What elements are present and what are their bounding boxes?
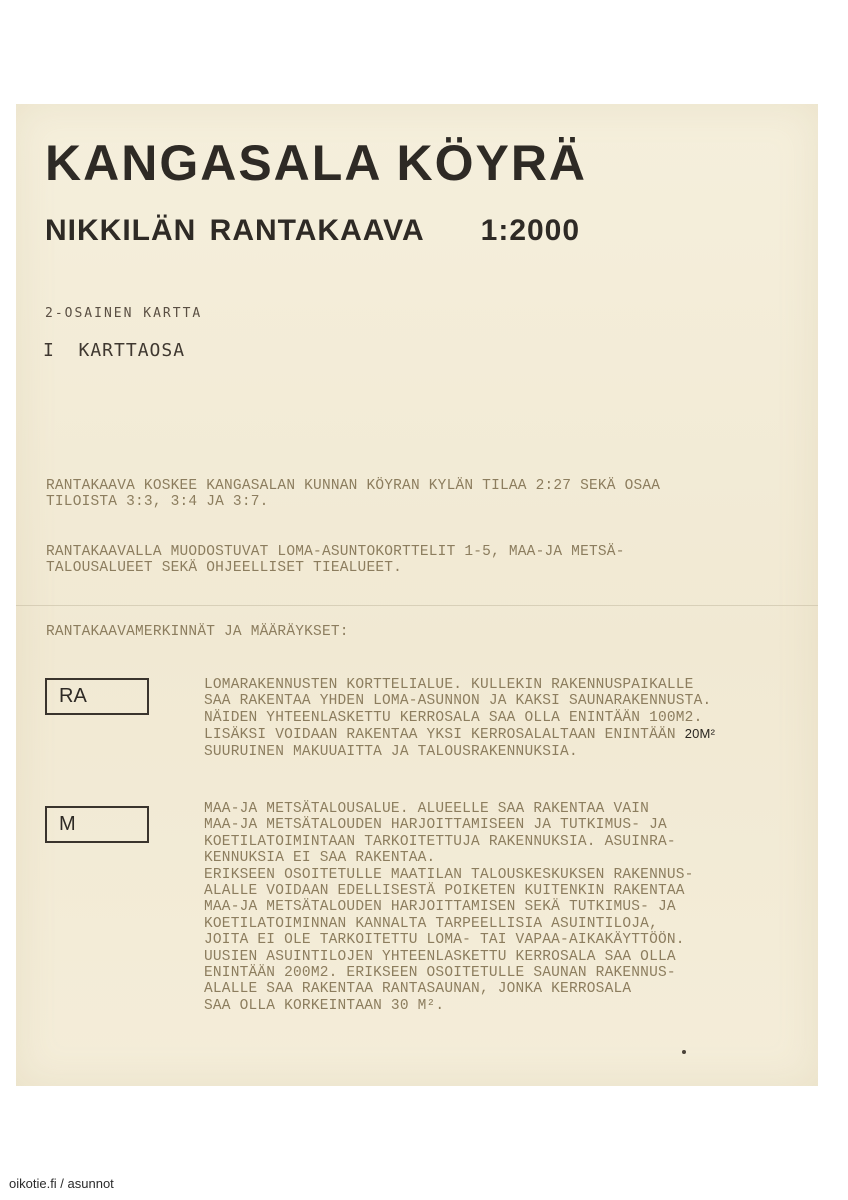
ink-dot — [682, 1050, 686, 1054]
zone-code-m: M — [45, 806, 149, 843]
part-label: I KARTTAOSA — [43, 340, 186, 361]
blocks-paragraph: RANTAKAAVALLA MUODOSTUVAT LOMA-ASUNTOKORTTELIT 1-5, MAA-JA METSÄ- TALOUSALUEET SEKÄ OHJEELLISET TIEALUEET. — [46, 544, 625, 577]
parts-note: 2-OSAINEN KARTTA — [45, 306, 203, 321]
zone-description-m: MAA-JA METSÄTALOUSALUE. ALUEELLE SAA RAKENTAA VAIN MAA-JA METSÄTALOUDEN HARJOITTAMISEEN JA TUTKIMUS- JA KOETILATOIMINTAAN TARKOITETTUJA RAKENNUKSIA. ASUINRA- KENNUKSIA EI SAA RAKENTAA. ERIKSEEN OSOITETULLE MAATILAN TALOUSKESKUKSEN RAKENNUS- ALALLE VOIDAAN EDELLISESTÄ POIKETEN KUITENKIN RAKENTAA MAA-JA METSÄTALOUDEN HARJOITTAMISEN SEKÄ TUTKIMUS- JA KOETILATOIMINNAN KANNALTA TARPEELLISIA ASUINTILOJA, JOITA EI OLE TARKOITETTU LOMA- TAI VAPAA-AIKAKÄYTTÖÖN. UUSIEN ASUINTILOJEN YHTEENLASKETTU KERROSALA SAA OLLA ENINTÄÄN 200M2. ERIKSEEN OSOITETULLE SAUNAN RAKENNUS- ALALLE SAA RAKENTAA RANTASAUNAN, JONKA KERROSALA SAA OLLA KORKEINTAAN 30 M². — [204, 801, 694, 1014]
intro-paragraph: RANTAKAAVA KOSKEE KANGASALAN KUNNAN KÖYRAN KYLÄN TILAA 2:27 SEKÄ OSAA TILOISTA 3:3, 3:4 JA 3:7. — [46, 478, 661, 511]
document-title: KANGASALA KÖYRÄ — [45, 135, 588, 191]
subtitle-text: NIKKILÄN RANTAKAAVA — [45, 214, 425, 247]
plan-document-sheet — [16, 104, 818, 1086]
regulations-heading: RANTAKAAVAMERKINNÄT JA MÄÄRÄYKSET: — [46, 624, 349, 640]
zone-code-ra: RA — [45, 678, 149, 715]
ra-description-end: SUURUINEN MAKUUAITTA JA TALOUSRAKENNUKSIA. — [204, 743, 578, 760]
document-subtitle — [45, 214, 580, 248]
ra-description-text: LOMARAKENNUSTEN KORTTELIALUE. KULLEKIN RAKENNUSPAIKALLE SAA RAKENTAA YHDEN LOMA-ASUNNON JA KAKSI SAUNARAKENNUSTA. NÄIDEN YHTEENLASKETTU KERROSALA SAA OLLA ENINTÄÄN 100M2. LISÄKSI VOIDAAN RAKENTAA YKSI KERROSALALTAAN ENINTÄÄN — [204, 677, 712, 744]
handwritten-note: 20M² — [684, 726, 716, 742]
map-scale: 1:2000 — [480, 214, 581, 247]
footer-watermark: oikotie.fi / asunnot — [9, 1176, 114, 1191]
fold-line — [16, 605, 818, 606]
zone-description-ra — [204, 677, 814, 760]
